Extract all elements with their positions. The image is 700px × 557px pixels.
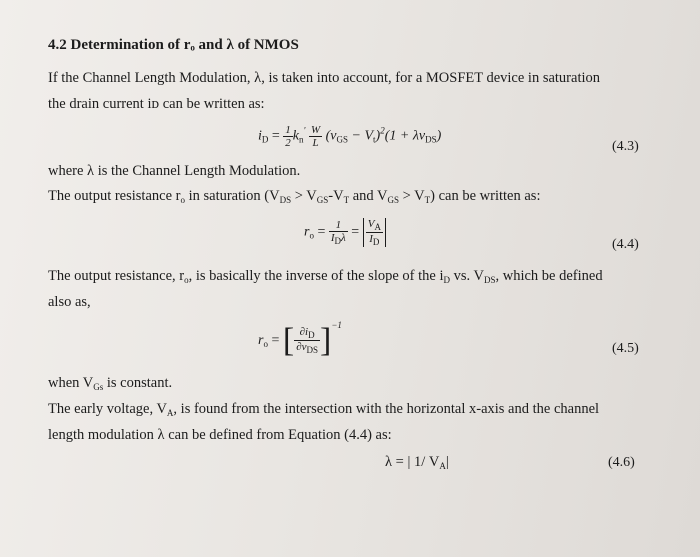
equation-4-4: $r_o$ = $\frac{1}{I_D\lambda}$ = $\frac{V_A}{I_D}$ <box>304 218 386 247</box>
paragraph-1-line-2: the drain current iᴅ can be written as: <box>48 96 265 112</box>
paragraph-4-line-2: length modulation λ can be defined from Equation (4.4) as: <box>48 427 392 443</box>
paragraph-3-line-1: The output resistance, $r_o$, is basically the inverse of the slope of the $i_D$ vs. $V_{DS}$, which be defined <box>48 268 603 285</box>
equation-number-4-3: (4.3) <box>612 139 639 154</box>
paragraph-2: The output resistance $r_o$ in saturation ($V_{DS} > V_{GS}-V_T$ and $V_{GS} > V_T$) can be written as: <box>48 188 541 205</box>
equation-4-6: λ = | 1/ $V_A|$ <box>385 454 449 471</box>
equation-4-5: $r_o$ = [ $\frac{\partial i_D}{\partial v_{DS}}$ ]$^{-1}$ <box>258 320 342 359</box>
equation-number-4-4: (4.4) <box>612 237 639 252</box>
equation-4-3: $i_D$ = $\frac{1}{2}$ $k_n'$ $\frac{W}{L}$ $(v_{GS} - V_t)^2(1 + \lambda v_{DS})$ <box>258 124 442 149</box>
equation-number-4-5: (4.5) <box>612 341 639 356</box>
where-line: where λ is the Channel Length Modulation. <box>48 163 301 179</box>
paragraph-4-line-1: The early voltage, $V_A$, is found from the intersection with the horizontal x-axis and the channel <box>48 401 600 418</box>
paragraph-3-line-2: also as, <box>48 294 91 310</box>
equation-number-4-6: (4.6) <box>608 455 635 470</box>
paragraph-1-line-1: If the Channel Length Modulation, λ, is taken into account, for a MOSFET device in saturation <box>48 70 601 86</box>
when-line: when $V_{Gs}$ is constant. <box>48 375 173 392</box>
section-heading: 4.2 Determination of rₒ and λ of NMOS <box>48 37 299 53</box>
